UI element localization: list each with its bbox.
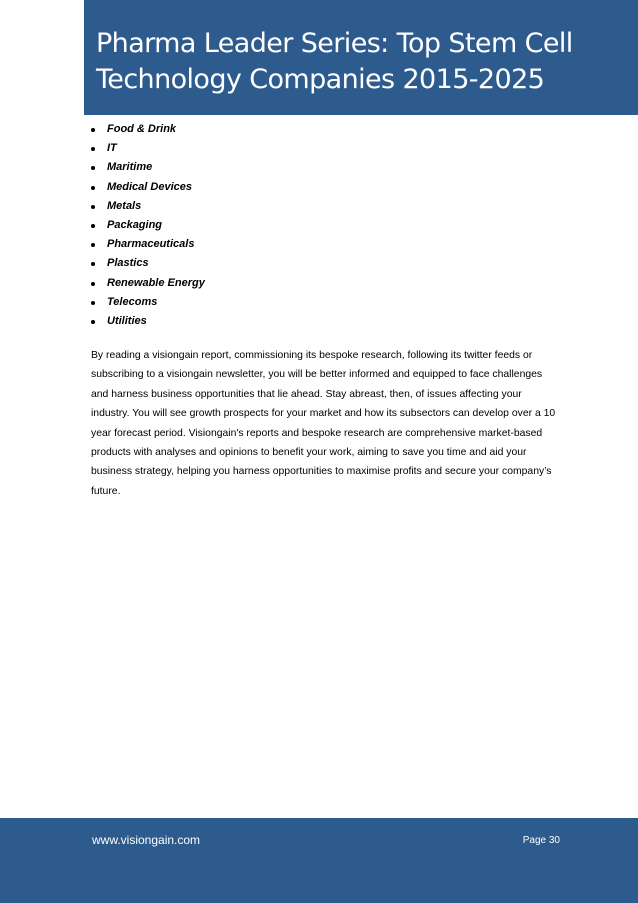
bullet-icon — [91, 205, 95, 209]
list-item — [91, 312, 205, 331]
list-item-label: Packaging — [107, 218, 163, 231]
bullet-icon — [91, 301, 95, 305]
list-item-label: Pharmaceuticals — [107, 238, 195, 251]
sector-list — [91, 120, 205, 331]
bullet-icon — [91, 262, 95, 266]
list-item-label: Maritime — [107, 161, 153, 174]
page-title-line-1: Pharma Leader Series: Top Stem Cell — [96, 28, 573, 59]
list-item — [91, 197, 205, 216]
footer-website-link[interactable]: www.visiongain.com — [92, 833, 201, 847]
list-item-label: Plastics — [107, 257, 149, 270]
list-item — [91, 158, 205, 177]
page-number: Page 30 — [522, 835, 560, 846]
bullet-icon — [91, 147, 95, 151]
bullet-icon — [91, 243, 95, 247]
list-item-label: Renewable Energy — [107, 276, 205, 289]
list-item-label: Telecoms — [107, 295, 158, 308]
list-item-label: Metals — [107, 199, 142, 212]
list-item — [91, 293, 205, 312]
list-item — [91, 216, 205, 235]
list-item — [91, 178, 205, 197]
list-item — [91, 274, 205, 293]
list-item — [91, 139, 205, 158]
page-title-line-2: Technology Companies 2015-2025 — [96, 64, 545, 95]
list-item — [91, 120, 205, 139]
bullet-icon — [91, 128, 95, 132]
footer-band — [0, 818, 638, 903]
list-item-label: Utilities — [107, 314, 147, 327]
bullet-icon — [91, 320, 95, 324]
bullet-icon — [91, 224, 95, 228]
list-item-label: Food & Drink — [107, 123, 177, 135]
list-item — [91, 254, 205, 273]
bullet-icon — [91, 282, 95, 286]
list-item — [91, 235, 205, 254]
page-title — [96, 26, 626, 98]
list-item-label: Medical Devices — [107, 180, 192, 193]
bullet-icon — [91, 186, 95, 190]
body-paragraph: By reading a visiongain report, commissioning its bespoke research, following its twitter feeds or subscribing to a visiongain newsletter, you will be better informed and equipped to face challenges and harness business opportunities that lie ahead. Stay abreast, then, of issues affecting your industry. You will see growth prospects for your market and how its subsectors can develop over a 10 year forecast period. Visiongain's reports and bespoke research are comprehensive market-based products with analyses and opinions to benefit your work, aiming to save you time and aid your business strategy, helping you harness opportunities to maximise profits and secure your company’s future. — [91, 350, 556, 497]
bullet-icon — [91, 166, 95, 170]
list-item-label: IT — [107, 142, 117, 155]
